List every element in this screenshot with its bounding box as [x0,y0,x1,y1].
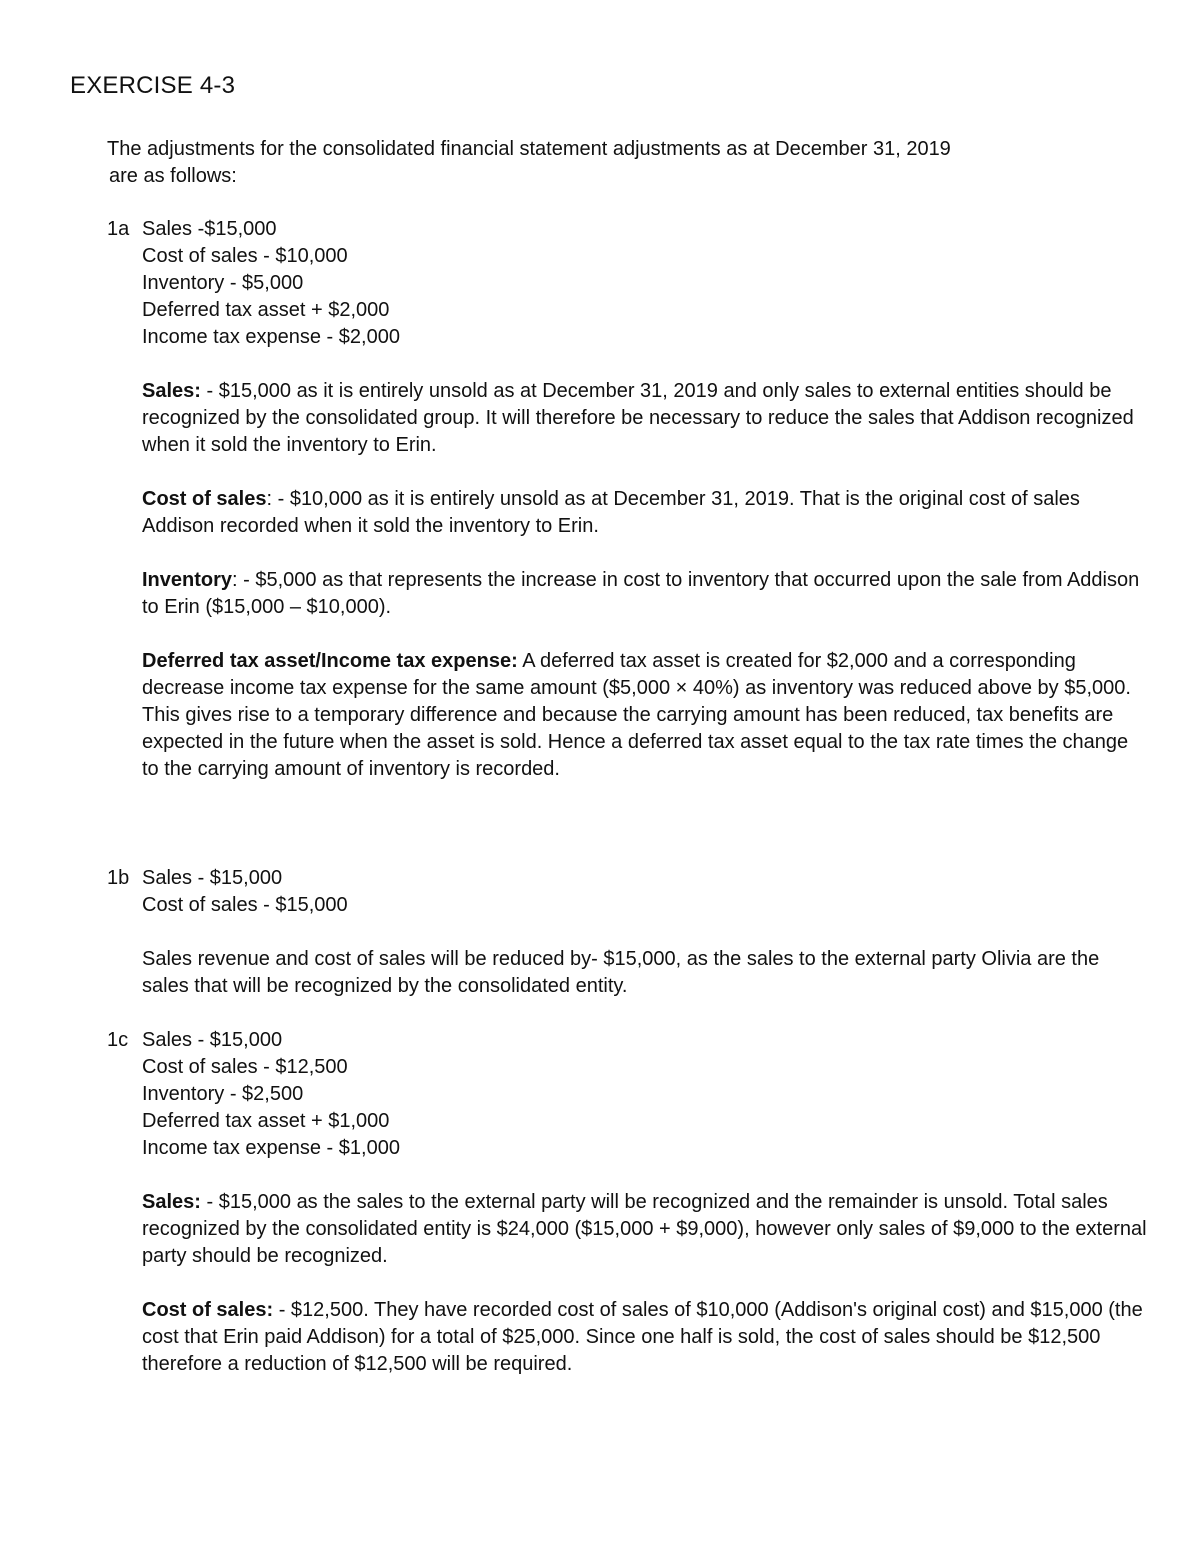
section-1c [107,1027,1147,1378]
adjustment-entries [142,216,1147,351]
section-label: 1b [107,867,130,889]
explanation-text: - $15,000 as it is entirely unsold as at December 31, 2019 and only sales to external entities should be recognized by the consolidated group. It will therefore be necessary to reduce the sales that Addison recognized when it sold the inventory to Erin. [142,380,1134,456]
section-body [142,216,1147,783]
explanation-heading: Cost of sales [142,488,267,510]
explanation-paragraph [142,1189,1147,1270]
explanation-heading: Inventory [142,569,233,591]
entry-line: Income tax expense - $2,000 [142,326,400,348]
explanation-paragraph [142,648,1147,783]
section-body [142,1027,1147,1378]
explanation-paragraph: Sales revenue and cost of sales will be reduced by- $15,000, as the sales to the external party Olivia are the sales that will be recognized by the consolidated entity. [142,948,1100,997]
section-label: 1c [107,1029,129,1051]
entry-line: Deferred tax asset + $2,000 [142,299,390,321]
explanation-text: : - $5,000 as that represents the increase in cost to inventory that occurred upon the sale from Addison to Erin ($15,000 – $10,000). [142,569,1140,618]
entry-line: Sales - $15,000 [142,1029,283,1051]
section-body [142,865,1147,1000]
entry-line: Cost of sales - $10,000 [142,245,348,267]
explanation-heading: Deferred tax asset/Income tax expense: [142,650,518,672]
section-label: 1a [107,218,130,240]
exercise-title: EXERCISE 4-3 [70,72,236,99]
explanation-text: A deferred tax asset is created for $2,000 and a corresponding decrease income tax expense for the same amount ($5,000 × 40%) as inventory was reduced above by $5,000. This gives rise to a temporary difference and because the carrying amount has been reduced, tax benefits are expected in the future when the asset is sold. Hence a deferred tax asset equal to the tax rate times the change to the carrying amount of inventory is recorded. [142,650,1131,780]
adjustment-entries [142,865,1147,919]
explanation-text: - $15,000 as the sales to the external party will be recognized and the remainder is unsold. Total sales recognized by the consolidated entity is $24,000 ($15,000 + $9,000), however only sales of $9,000 to the external party should be recognized. [142,1191,1147,1267]
explanation-heading: Sales: [142,1191,201,1213]
explanation-text: : - $10,000 as it is entirely unsold as at December 31, 2019. That is the original cost of sales Addison recorded when it sold the inventory to Erin. [142,488,1080,537]
explanation-paragraph [142,378,1147,459]
intro-line-2: are as follows: [109,165,237,187]
section-1b [107,865,1147,1000]
section-1a [107,216,1147,783]
entry-line: Inventory - $2,500 [142,1083,304,1105]
entry-line: Cost of sales - $12,500 [142,1056,348,1078]
entry-line: Sales -$15,000 [142,218,277,240]
entry-line: Cost of sales - $15,000 [142,894,348,916]
explanation-paragraph [142,1297,1147,1378]
explanation-paragraph [142,567,1147,621]
intro-paragraph [107,136,1147,190]
explanation-text: - $12,500. They have recorded cost of sales of $10,000 (Addison's original cost) and $15,000 (the cost that Erin paid Addison) for a total of $25,000. Since one half is sold, the cost of sales should be $12,500 therefore a reduction of $12,500 will be required. [142,1299,1143,1375]
entry-line: Deferred tax asset + $1,000 [142,1110,390,1132]
explanation-heading: Sales: [142,380,201,402]
intro-line-1: The adjustments for the consolidated financial statement adjustments as at December 31, 2019 [107,138,951,160]
explanation-heading: Cost of sales: [142,1299,274,1321]
entry-line: Sales - $15,000 [142,867,283,889]
entry-line: Inventory - $5,000 [142,272,304,294]
adjustment-entries [142,1027,1147,1162]
explanation-paragraph [142,486,1147,540]
entry-line: Income tax expense - $1,000 [142,1137,400,1159]
